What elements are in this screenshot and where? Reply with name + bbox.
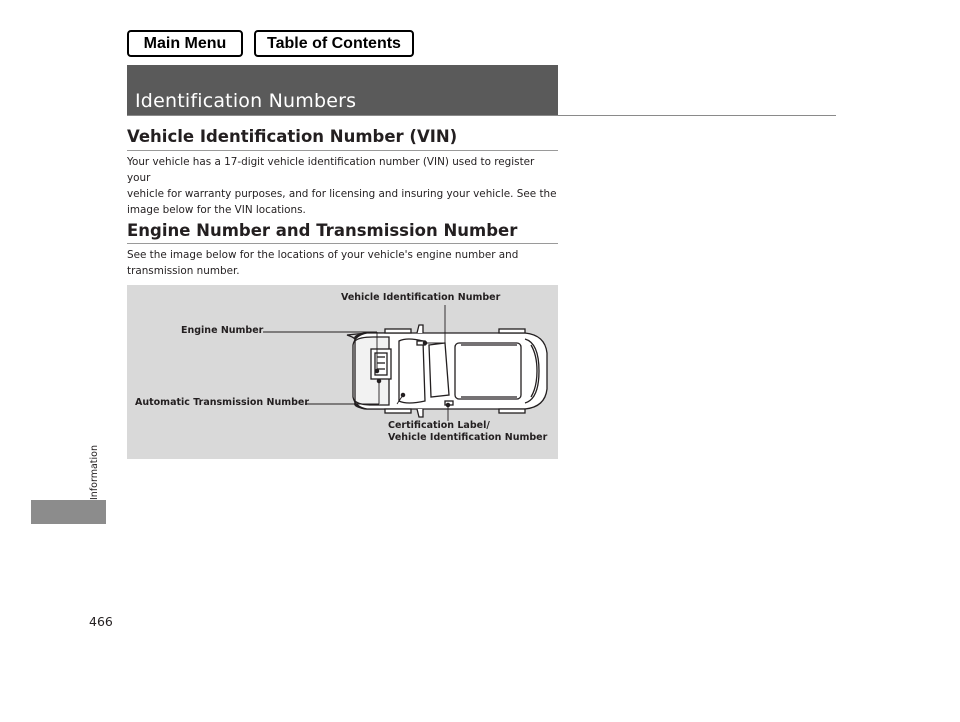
title-divider xyxy=(127,115,836,116)
callout-vin-top: Vehicle Identification Number xyxy=(341,292,501,303)
page-number: 466 xyxy=(89,614,113,629)
section-body-vin xyxy=(127,154,559,218)
section-divider-vin xyxy=(127,150,558,151)
section-body-engine xyxy=(127,247,559,279)
callout-cert-label-line2: Vehicle Identification Number xyxy=(388,432,548,443)
body-line: transmission number. xyxy=(127,265,240,277)
section-heading-engine: Engine Number and Transmission Number xyxy=(127,221,518,240)
table-of-contents-button[interactable]: Table of Contents xyxy=(254,30,414,57)
body-line: See the image below for the locations of your vehicle's engine number and xyxy=(127,249,519,261)
section-heading-vin: Vehicle Identification Number (VIN) xyxy=(127,127,458,146)
page-title: Identification Numbers xyxy=(127,65,558,115)
side-tab-marker xyxy=(31,500,106,524)
callout-engine-number: Engine Number xyxy=(181,325,264,336)
body-line: vehicle for warranty purposes, and for licensing and insuring your vehicle. See the xyxy=(127,188,557,200)
main-menu-button[interactable]: Main Menu xyxy=(127,30,243,57)
body-line: Your vehicle has a 17-digit vehicle identification number (VIN) used to register your xyxy=(127,156,535,184)
body-line: image below for the VIN locations. xyxy=(127,204,306,216)
callout-transmission-number: Automatic Transmission Number xyxy=(135,397,310,408)
section-divider-engine xyxy=(127,243,558,244)
vehicle-diagram xyxy=(127,285,558,459)
side-tab-label: Information xyxy=(89,445,100,500)
callout-cert-label-line1: Certification Label/ xyxy=(388,420,490,431)
